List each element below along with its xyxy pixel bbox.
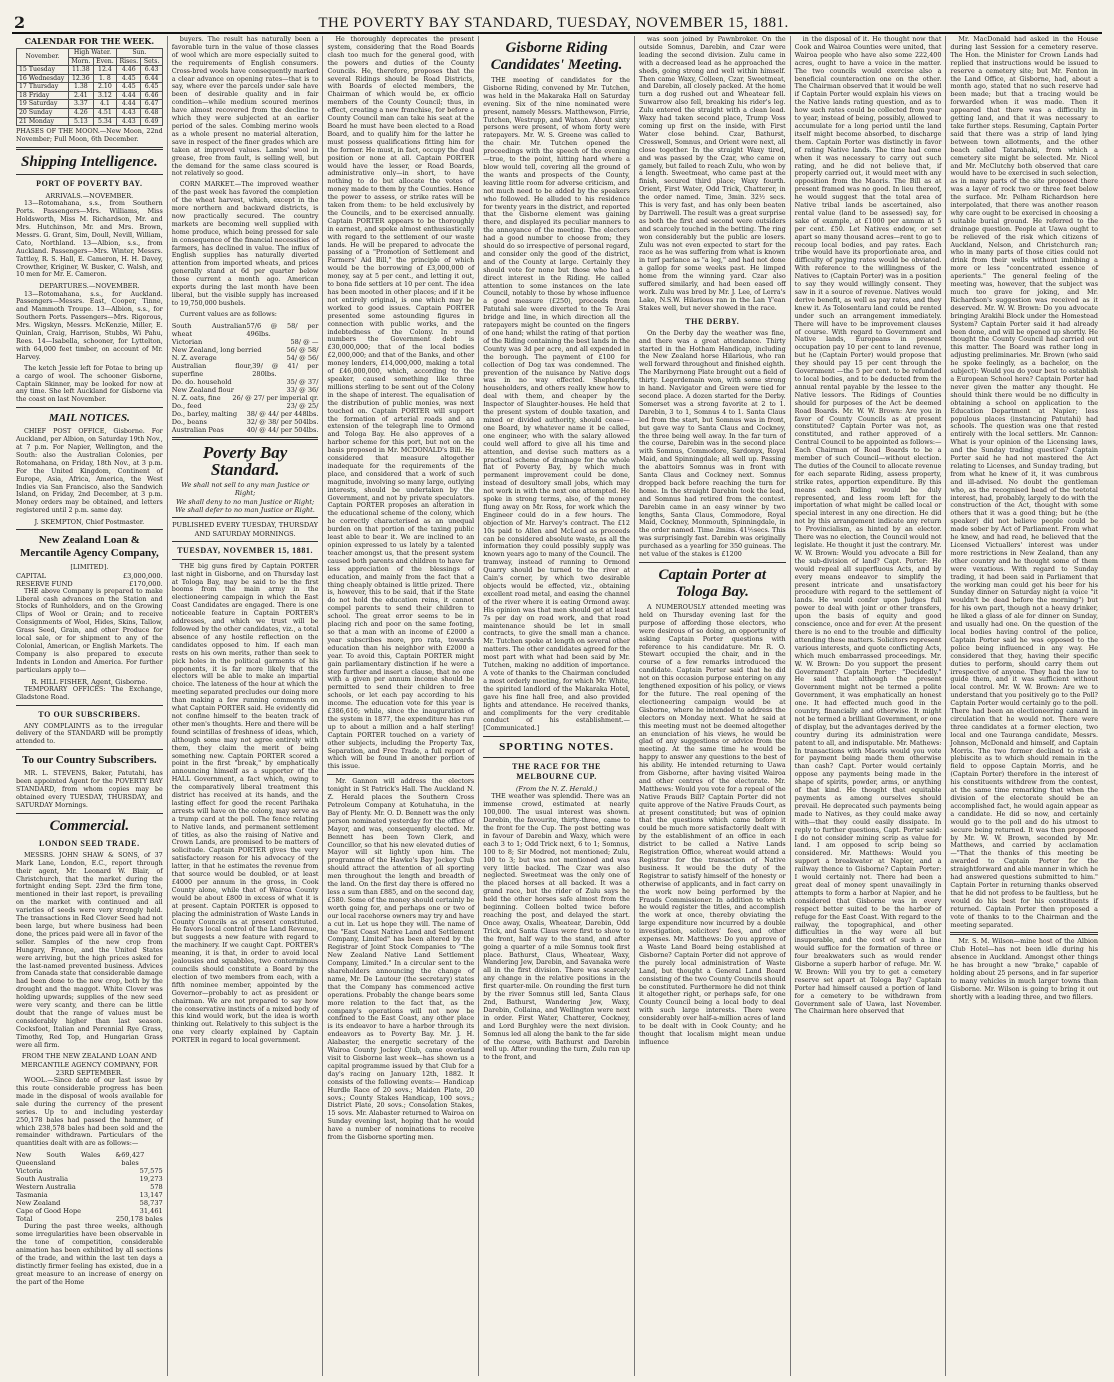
capital-row bbox=[16, 572, 163, 580]
wool-total-label: Total bbox=[16, 1215, 33, 1224]
subscribers-heading: TO OUR SUBSCRIBERS. bbox=[38, 709, 141, 719]
price-value: 33/ @ 36/ bbox=[286, 385, 319, 394]
calendar-cell: 3.37 bbox=[68, 100, 93, 109]
wool-row bbox=[16, 1151, 163, 1167]
calendar-table bbox=[16, 48, 163, 126]
price-value: 35/ @ 37/ bbox=[286, 377, 319, 386]
calendar-cell: 5.13 bbox=[68, 117, 93, 126]
price-value: 58/ @ — bbox=[290, 337, 319, 346]
reserve-value: £170,000. bbox=[129, 579, 163, 588]
columns bbox=[12, 36, 1102, 1376]
arrivals-text: 13—Rotomahana, s.s., from Southern Ports. Passengers—Mrs. Williams, Miss Holdsworth, Miss M. Richardson, Mr. and Mrs. Hutchinson, Mr. and Mrs. Brown, Messrs. G. Grant, Sim, Doull, Nevill, William, Cato, Northland. 13—Albion, s.s., from Auckland. Passengers—Mrs. Winter, Messrs. Tattley, R. S. Hall, E. Cameron, H. H. Davey, Crowther, Kriginer, W. Busker, C. Walsh, and 10 men for Mr. E. Cameron. bbox=[16, 199, 163, 279]
price-item: New Zealand, long berried bbox=[171, 345, 262, 354]
wool-region: Cape of Good Hope bbox=[16, 1207, 82, 1216]
price-value: 40/ @ 44/ per 504lbs. bbox=[246, 425, 319, 434]
motto-line: We shall deny to no man Justice or Right; bbox=[175, 497, 315, 506]
column-1 bbox=[12, 36, 168, 1376]
race-source: (From the N. Z. Herald.) bbox=[515, 785, 598, 794]
calendar-row bbox=[17, 66, 163, 75]
calendar-date: 19 bbox=[19, 100, 27, 108]
price-item: N. Z. average bbox=[171, 353, 217, 362]
calendar-cell: 4.44 bbox=[117, 100, 141, 109]
editorial-text: THE big guns fired by Captain PORTER last night in Gisborne, and on Thursday last at Tologa Bay, may be said to be the first booms from the main army in the electioneering campaign in which the East Coast Candidates are engaged. There is one noticeable feature in Captain PORTER's addresses, and which we trust will be followed by the other candidates, viz., a total absence of any hostile reflection on the candidates opposed to him. If each man rests on his own merits, rather than seek to pick holes in the political garments of his opponents, it is far more likely that the electors will be able to make an impartial choice. The lateness of the hour at which the meeting separated precludes our doing more than making a few running comments on what Captain PORTER said. He evidently did not confine himself to the beaten track of other men's thoughts. Here and there will be found scintillas of freshness of ideas, which, although some may not agree entirely with them, they claim the merit of being something new. Captain PORTER scored a point in the first "break," by emphatically announcing himself as a supporter of the HALL Government, a fact which, owing to the comparatively liberal treatment this district has received at its hands, and the lasting effect for good the recent Parihaka arrests will have on the colony, may serve as a trump card at the poll. The fence relating to Native lands, and permanent settlement of titles, as also the raising of Native and Crown Lands, are promised to be matters of solicitude. Captain PORTER gives the very satisfactory reason for his advocacy of the latter, in that he estimates the revenue from that source would be doubled, or at least £4000 per annum in the gross, in Cook County alone, while that of Wairoa County would be about £800 in excess of what it is at present. Captain PORTER is opposed to placing the administration of Waste Lands in County Councils as at present constituted. He favors local control of the Land Revenue, but suggests a new feature with regard to the machinery. If we caught Capt. PORTER's meaning, it is that, in order to avoid local jealousies and squabbles, two conterminous councils should constitute a Board by the election of two members from each, with a fifth nominee member, appointed by the Governor—probably to act as president or chairman. We are not prepared to say how the conservative instincts of a mixed body of this kind would work, but the idea is worth thinking out. Relatively to this subject is the one very clearly explained by Captain PORTER in regard to local government. bbox=[171, 561, 319, 1045]
calendar-date: 18 bbox=[19, 91, 27, 99]
riding-meeting-text: THE meeting of candidates for the Gisborne Riding, convened by Mr. Tutchen, was held in the Makaraka Hall on Saturday evening. Six of the nine nominated were present, namely Messrs. Matthewson, Firrie, Tutchen, Westrupp, and Watson. About sixty persons were present, of whom forty were ratepayers. Mr. W. S. Greene was called to the chair. Mr. Tutchen opened the proceedings with the speech of the evening—true, to the point, hitting hard where a blow would tell, covering all the ground of the wants and prospects of the County, leaving little room for adverse criticism, and not much need to be added by the speakers who followed. He alluded to his residence for twenty years in the district, and reported that the Gisborne element was gaining there, and displayed its peculiar manners to the annoyance of the meeting. The electors had a good number to choose from; they should do so irrespective of personal regard, and consider only the good of the district, and of the County at large. Certainly they should vote for none but those who had a direct interest in the Riding. He called attention to some instances on the late Council, notably to those by whose influence a good measure (£250), proceeds from Patutahi sale were diverted to the Te Arai bridge and line, in which direction all the ratepayers might be counted on the fingers of one hand; whilst the rating of that portion of the Riding containing the best lands in the County was 3d per acre, and all expended in the borough. The payment of £100 for collection of Dog tax was condemned. The prevention of the nuisance by Native dogs was in no way effected. Shepherds, householders, and others really knew how to deal with them, and cheaper by the Inspector of Slaughter-houses. He held that the present system of double taxation, and mixed or divided authority, should cease—one Board, by whatever name it be called, one engineer, who with the salary allowed could well afford to give all his time and attention, and devise such matters as a practical scheme of drainage for the whole flat of Poverty Bay, by which much permanent improvement could be done, instead of desultory small jobs, which may not work in with the next one attempted. He spoke in strong terms, also, of the money flung away on Mr. Ross, for work which the Engineer could do in a few hours. The objection of Mr. Harvey's contract. The £12 10s paid to Allen and McLeod as proceeds can be considered absolute waste, as all the information they could possibly supply was known years ago to many of the Council. The tramway, instead of running to Ormond Quarry should be turned to the river at Cain's corner, by which two desirable objects would be effected, viz., obtaining excellent road metal, and easing the channel of the river where it is eating Ormond away. His opinion was that men should get at least 7s per day on road work, and that road maintenance should be let in small contracts, to give the small man a chance. Mr. Tutchen spoke at length on several other matters. The other candidates agreed for the most part with what had been said by Mr. Tutchen, making no addition of importance. A vote of thanks to the Chairman concluded a most orderly meeting, for which Mr. White, the spirited landlord of the Makaraka Hotel, gave his fine hall free, and also provided lights and attendance. He received thanks, and compliments for the very creditable conduct of his establishment.—[Communicated.] bbox=[483, 76, 630, 733]
price-item: New Zealand flour bbox=[171, 385, 234, 394]
calendar-cell: 4.1 bbox=[93, 100, 116, 109]
price-value: 23/ @ 25/ bbox=[286, 401, 319, 410]
calendar-cell: 11.38 bbox=[68, 66, 93, 75]
calendar-cell: 4.45 bbox=[117, 74, 141, 83]
calendar-cell: 2.41 bbox=[68, 91, 93, 100]
wool-report-end: During the past three weeks, although some irregularities have been observable in the tone of competition, considerable animation has been exhibited by all sections of the trade, and within the last ten days a distinctly firmer feeling has existed, due in a great measure to an increase of energy on the part of the Home bbox=[16, 1222, 163, 1286]
calendar-row bbox=[17, 91, 163, 100]
calendar-cell: 1. 8 bbox=[93, 74, 116, 83]
price-row bbox=[172, 418, 319, 426]
prices-heading: Current values are as follows: bbox=[179, 309, 277, 318]
calendar-cell: 4.45 bbox=[117, 83, 141, 92]
calendar-cell: 6.45 bbox=[141, 83, 162, 92]
price-row bbox=[172, 402, 319, 410]
loan-company-limited: [LIMITED]. bbox=[70, 563, 109, 572]
calendar-cell: 4.43 bbox=[117, 117, 141, 126]
price-item: N. Z. oats, fine bbox=[171, 393, 221, 402]
calendar-row bbox=[17, 74, 163, 83]
reserve-label: RESERVE FUND bbox=[16, 579, 73, 588]
mail-text: CHIEF POST OFFICE, Gisborne. For Auckland, per Albion, on Saturday 19th Nov., at 7 p.m. For Napier, Wellington, and the South: also the Australian Colonies, per Rotomahana, on Friday, 18th Nov., at 3 p.m. For the United Kingdom, Continent of Europe, Asia, Africa, America, the West Indies via San Francisco, also the Sandwich Island, on Friday, 2nd December, at 3 p.m. Money orders may be obtained, and letters registered until 2 p.m. same day. bbox=[16, 427, 163, 515]
wool-report-text: WOOL.—Since date of our last issue by this route considerable progress has been made in the disposal of wools available for sale during the currency of the present series. Up to and including yesterday 250,178 bales had passed the hammer, of which 238,578 bales had been sold and the remainder withdrawn. Particulars of the quantities dealt with are as follows:— bbox=[16, 1076, 163, 1148]
loan-company-agent: R. HILL FISHER, Agent, Gisborne. bbox=[31, 677, 148, 686]
calendar-cell: 6.44 bbox=[141, 74, 162, 83]
calendar-weekday: Friday bbox=[28, 91, 50, 99]
calendar-weekday: Sunday bbox=[28, 109, 53, 117]
calendar-title: CALENDAR FOR THE WEEK. bbox=[24, 36, 155, 46]
column-4 bbox=[479, 36, 635, 1376]
price-row bbox=[172, 338, 319, 346]
price-value: 56/ @ 58/ bbox=[286, 345, 319, 354]
price-row bbox=[172, 410, 319, 418]
wool-row bbox=[16, 1175, 163, 1183]
calendar-cell: 4.26 bbox=[68, 109, 93, 118]
calendar-weekday: Monday bbox=[28, 117, 55, 125]
price-row bbox=[172, 346, 319, 354]
seed-trade-text: MESSRS. JOHN SHAW & SONS, of 37 Mark Lane, London, E.C., report through their agent, Mr. Leonard W. Blair, of Christchurch, that the market during the fortnight ending Sept. 23rd the firm tone, mentioned in their last report, is prevailing on the market with continued and all varieties of seeds were very strongly held. The transactions in Red Clover Seed had not been large, but where business had been done, the prices paid were all in favor of the seller. Samples of the new crop from Hungary, France, and the United States were arriving, but the high prices asked for the last-named prevented business. Advices from Canada state that considerable damage had been done to the new crop, both by the drought and the maggot. White Clover was holding upwards; supplies of the new seed were very scanty, and there can be little doubt that the range of values must be considerably higher than last season. Cocksfoot, Italian and Perennial Rye Grass, Timothy, Red Top, and Hungarian Grass were all firm. bbox=[16, 850, 163, 1049]
wool-bales: 19,273 bbox=[139, 1175, 163, 1184]
calendar-subheader: Sets. bbox=[141, 57, 162, 66]
shipping-heading: Shipping Intelligence. bbox=[21, 154, 158, 171]
calendar-day-cell bbox=[17, 74, 69, 83]
calendar-day-cell bbox=[17, 109, 69, 118]
editorial-continued: He thoroughly deprecates the present system, considering that the Road Boards clash too much for the general good, with the powers and duties of the County Councils. He, therefore, proposes that the several Ridings should be Road Districts, with Boards of elected members, the Chairman of which would be, ex officio members of the County Council; thus, in effect, creating a new franchise, for before a County Council man can take his seat at the Board he must have been elected to a Road Board, and to qualify him for the latter he must possess qualifications fitting him for the former. He must, in fact, occupy the dual position or none at all. Captain PORTER would have the lesser, or Road Boards, administrative only—in short, to have nothing to do but allocate the votes of money made to them by the Counties. Hence the power to assess, or strike rates will be taken from them: to be held exclusively by the Councils, and to be exercised annually. Captain PORTER appears to be thoroughly in earnest, and spoke almost enthusiastically with regard to the settlement of our waste lands. He will be prepared to advocate the passing of a "Promotion of Settlement and Farmers' Aid Bill," the principle of which would be the borrowing of £3,000,000 of money, say at 5 per cent., and letting it out, to bona fide settlers at 10 per cent. The idea has been mooted in other places; and if it be not entirely original, is one which may be worked to good issues. Captain PORTER presented some astounding figures in connection with public works, and the indebtedness of the Colony. In round numbers the Government debt is £30,000,000; that of the local bodies £2,000,000; and that of the Banks, and other money lenders, £14,000,000, making a total of £46,000,000, which, according to the speaker, caused something like three millions sterling to be sent out of the Colony in the shape of interest. The equalisation of the distribution of public monies, was next touched on. Captain PORTER will support the formation of arterial roads and an extension of the telegraph line to Ormond and Tologa Bay. He also approves of a harbor scheme for this port, but not on the basis proposed in Mr. MCDONALD's Bill. He considered that measure altogether inadequate for the requirements of the place, and considered that a work of such magnitude, involving so many large, outlying interests, should be undertaken by the Government, and not by private speculators. Captain PORTER proposes an alteration in the educational scheme of the colony, which he correctly characterised as an unequal burden on that portion of the taxing public least able to bear it. We are inclined to an opinion expressed to us lately by a talented teacher amongst us, that the present system caused both parents and children to have far less appreciation of the blessings of education, and mainly from the fact that a thing cheaply obtained is little prized. There is, however, this to be said, that if the State do not hold the education reins, it cannot compel parents to send their children to school. The great error seems to be in placing rich and poor on the same footing, so that a man with an income of £2000 a year subscribes more, pro rata, towards education than his neighbor with £2000 a year. To avoid this, Captain PORTER might gain parliamentary distinction if he were a step further and insert a clause, that no one with a given per annum income should be permitted to send their children to free schools, or let each pay according to his income. The education vote for this year is £386,616; while, since the inauguration of the system in 1877, the expenditure has run up to about a million and a half sterling! Captain PORTER touched on a variety of other subjects, including the Property Tax, Separation, and Free Trade, a full report of which will be found in another portion of this issue. bbox=[327, 36, 475, 771]
price-row bbox=[172, 378, 319, 386]
mottos bbox=[172, 481, 319, 515]
calendar-weekday: Thursday bbox=[28, 83, 59, 91]
price-item: Do. do. household bbox=[171, 377, 232, 386]
wool-region: New South Wales & Queensland bbox=[16, 1151, 122, 1168]
wool-bales: 69,427 bales bbox=[121, 1151, 145, 1168]
country-subscribers-heading: To our Country Subscribers. bbox=[22, 754, 157, 767]
capital-label: CAPITAL bbox=[16, 571, 47, 580]
calendar-date: 20 bbox=[19, 109, 27, 117]
price-table bbox=[172, 322, 319, 434]
calendar-row bbox=[17, 83, 163, 92]
motto-line: We shall defer to no man Justice or Right. bbox=[175, 505, 315, 514]
column-3 bbox=[323, 36, 479, 1376]
price-item: South Australian wheat bbox=[171, 321, 247, 338]
calendar-day-cell bbox=[17, 83, 69, 92]
calendar-cell: 6.49 bbox=[141, 117, 162, 126]
nameplate: Poverty Bay Standard. bbox=[202, 442, 288, 479]
running-title: THE POVERTY BAY STANDARD, TUESDAY, NOVEMBER 15, 1881. bbox=[318, 15, 789, 31]
wool-bales: 13,147 bbox=[139, 1191, 163, 1200]
wool-table bbox=[16, 1151, 163, 1215]
calendar-cell: 6.47 bbox=[141, 100, 162, 109]
calendar-weekday: Tuesday bbox=[28, 66, 55, 74]
mail-heading: MAIL NOTICES. bbox=[48, 412, 130, 425]
wool-row bbox=[16, 1167, 163, 1175]
wool-region: New Zealand bbox=[16, 1199, 61, 1208]
wool-region: Western Australia bbox=[16, 1183, 76, 1192]
price-item: Do., barley, malting bbox=[171, 409, 238, 418]
wool-continued: buyers. The result has naturally been a favorable turn in the value of those classes of wool which are more especially suited to the requirements of English consumers. Cross-bred wools have consequently marked a clear advance on opening rates—that is to say, where ever the parcels under sale have been of desirable quality and in fair condition—while medium scoured merinos have almost recovered from the decline to which they were subjected at an earlier period of the sales. Combing merino wools as a whole present no material alteration, save in respect of the finer grades which are taken at improved values. Lambs' wool in grease, free from fault, is selling well, but the demand for the same class scoured is not relatively so good. bbox=[171, 36, 319, 178]
mail-signature: J. SKEMPTON, Chief Postmaster. bbox=[34, 518, 145, 527]
subscribers-text: ANY COMPLAINTS as to the irregular delivery of the STANDARD will be promptly attended to. bbox=[16, 721, 163, 746]
wool-report-heading: FROM THE NEW ZEALAND LOAN AND MERCANTILE AGENCY COMPANY, FOR 23RD SEPTEMBER. bbox=[21, 1052, 158, 1077]
calendar-cell: 4.44 bbox=[117, 91, 141, 100]
wool-row bbox=[16, 1199, 163, 1207]
calendar-weekday: Saturday bbox=[28, 100, 58, 108]
calendar-header-sun: Sun. bbox=[117, 48, 163, 57]
price-value: 57/6 @ 58/ per 496lbs. bbox=[246, 321, 319, 338]
riding-meeting-heading: Gisborne Riding Candidates' Meeting. bbox=[490, 40, 623, 73]
price-value: 38/ @ 44/ per 448lbs. bbox=[246, 409, 319, 418]
column-2 bbox=[168, 36, 324, 1376]
wool-row bbox=[16, 1191, 163, 1199]
wool-row bbox=[16, 1183, 163, 1191]
price-value: 26/ @ 27/ per imperial qr. bbox=[232, 393, 319, 402]
calendar-day-cell bbox=[17, 117, 69, 126]
corn-market: CORN MARKET.—The improved weather of the past week has favored the completion of the wheat harvest, which, except in the more northern and backward districts, is now practically secured. The country markets are becoming well supplied with home produce, which being pressed for sale in consequence of the financial necessities of farmers, has declined in value. The influx of English supplies has naturally diverted attention from imported wheats, and prices generally stand at 6d per quarter below those current a month ago. American exports during the last month have been liberal, but the visible supply has increased to 19,750,000 bushels. bbox=[171, 180, 319, 307]
page-number: 2 bbox=[14, 13, 26, 32]
calendar-cell: 3.12 bbox=[93, 91, 116, 100]
price-row bbox=[172, 386, 319, 394]
calendar-cell: 12.36 bbox=[68, 74, 93, 83]
commercial-heading: Commercial. bbox=[49, 817, 130, 834]
calendar-cell: 12.4 bbox=[93, 66, 116, 75]
seed-trade-heading: LONDON SEED TRADE. bbox=[39, 838, 140, 848]
calendar-weekday: Wednesday bbox=[28, 74, 65, 82]
derby-text: On the Derby day the weather was fine, and there was a great attendance. Thirty started in the Hotham Handicap, including the New Zealand horse Hilarious, who ran well forward throughout and finished eighth. The Maribyrnong Plate brought out a field of thirty. Legerdemain won, with some strong in hand. Navigator and Green were tied for second place. A dozen started for the Derby. Somerset was a strong favorite at 2 to 1. Darebin, 3 to 1, Somnus 4 to 1. Santa Claus led from the start, but Somnus was in front, but gave way to Santa Claus and Cockney, the three being well away. In the far turn of the course, Darebin was in the second place with Somnus, Commodore, Sardonyx, Royal Maid, and Spinningdale; all well up. Passing the abattoirs Somnus was in front with Santa Claus and Cockney next. Somnus dropped back before reaching the turn for home. In the straight Darebin took the lead, and Somnus had retired from the contest. Darebin came in an easy winner by two lengths, Santa Claus, Commodore, Royal Maid, Cockney, Monmouth, Spinningdale, in the order named. Time 2mins. 41½secs. This was surprisingly fast. Darebin was originally purchased as a yearling for 350 guineas. The net value of the stakes is £1200 bbox=[638, 328, 786, 559]
calendar-cell: 6.43 bbox=[141, 66, 162, 75]
calendar-cell: 1.38 bbox=[68, 83, 93, 92]
price-row bbox=[172, 322, 319, 338]
calendar-header-water: High Water. bbox=[68, 48, 116, 57]
calendar-cell: 6.48 bbox=[141, 109, 162, 118]
departures-heading: DEPARTURES.—NOVEMBER. bbox=[39, 282, 140, 291]
tologa-text: A NUMEROUSLY attended meeting was held on Thursday evening last for the purpose of affording those electors, who were desirous of so doing, an opportunity of asking Captain Porter questions with reference to his candidature. Mr. R. O. Stewart occupied the chair, and in the course of a few remarks introduced the candidate. Captain Porter said that he did not on this occasion purpose entering on any lengthened exposition of his policy, or views for the future. The real opening of the electioneering campaign would be at Gisborne, where he intended to address the electors on Monday next. What he said at this meeting must not be deemed altogether an enunciation of his views, he would be glad of any suggestions or advice from the meeting. At the same time he would be happy to answer any questions to the best of his ability. He intended returning to Uawa from Gisborne, after having visited Wairoa and other centres of the electorate. Mr. Matthews: Would you vote for a repeal of the Native Frauds Bill? Captain Porter did not quite approve of the Native Frauds Court, as at present constituted; but was of opinion that the questions which came before it could be much more satisfactorily dealt with by the establishment of an office in each district to be called a Native Lands Registration Office, whereat would attend a Registrar for the transaction of Native business. It would be the duty of the Registrar to satisfy himself of the honesty or otherwise of applicants, and in fact carry on the work now being performed by the Frauds Commissioner. In addition to which he would register the titles, and accomplish the work at once, thereby obviating the large expenditure now incurred by a double investigation, solicitors' fees, and other expenses. Mr. Matthews: Do you approve of a Waste Land Board being established at Gisborne? Captain Porter did not approve of the purely local administration of Waste Land, but thought a General Land Board consisting of the two County Councils should be constituted. Furthermore he did not think it altogether right, or perhaps safe, for one County Council being a local body to deal with such large interests. There were considerably over half-a-million acres of land to be dealt with in Cook County; and he thought that localism might mean undue influence bbox=[638, 603, 786, 1046]
calendar-cell: 4.51 bbox=[93, 109, 116, 118]
departures-text: 13—Rotomahana, s.s., for Auckland. Passengers—Messrs. East, Cooper, Tinne, and Mammoth Troupe. 13—Albion, s.s., for Southern Ports. Passengers—Mrs. Rigorous, Mrs. Wigskyn, Messrs. McKenzie, Miller, E. Quinlan, Craig, Harrison, Stubbs, Wi Pahu, Rees. 14—Isabella, schooner, for Lyttelton, with 64,000 feet timber, on account of Mr. Harvey. bbox=[16, 289, 163, 361]
wool-region: South Australia bbox=[16, 1175, 68, 1184]
wool-bales: 58,737 bbox=[139, 1199, 163, 1208]
moon-phases: PHASES OF THE MOON.—New Moon, 22nd November; Full Moon, 6th December. bbox=[16, 127, 163, 144]
price-row bbox=[172, 394, 319, 402]
calendar-date: 16 bbox=[19, 74, 27, 82]
calendar-header-month: November. bbox=[17, 48, 69, 65]
tologa-heading: Captain Porter at Tologa Bay. bbox=[658, 567, 767, 600]
calendar-day-cell bbox=[17, 91, 69, 100]
calendar-cell: 6.46 bbox=[141, 91, 162, 100]
price-item: Do., feed bbox=[171, 401, 202, 410]
calendar-subheader: Morn. bbox=[68, 57, 93, 66]
motto-line: We shall not sell to any man Justice or Right; bbox=[181, 480, 309, 498]
wool-bales: 57,575 bbox=[139, 1167, 163, 1176]
price-row bbox=[172, 354, 319, 362]
price-value: 32/ @ 38/ per 504lbs. bbox=[246, 417, 319, 426]
arrivals-heading: ARRIVALS.—NOVEMBER. bbox=[45, 192, 134, 201]
race-continued: was soon joined by Pawnbroker. On the outside Somnus, Darebin, and Czar were leading the second division. Zulu came in with a decreased lead as he approached the sheds, going strong and well within himself. Then came Waxy, Colleen, Czar, Sweetmeat, and Darebin, all closely packed. At the home turn a dog rushed out and Wheatear fell. Suwarrow also fell, breaking his rider's leg. Zulu entered the straight with a clean lead. Waxy had taken second place, Trump Voss coming up first on the inside, with First Water close behind. Czar, Bathurst, Cresswell, Somnus, and Orient were next, all close together. In the straight Waxy tired, and was passed by the Czar, who came on gamely, but failed to reach Zulu, who won by a length. Sweetmeat, who came past at the finish, secured third place; Waxy fourth. Orient, First Water, Odd Trick, Chatterer, in the order named. Time, 3min. 32½ secs. This is very fast, and has only been beaten by Darriwell. The result was a great surprise as both the first and second were outsiders and scarcely touched in the betting. The ring won considerably but the public are losers. Zulu was not even expected to start for the race as he was suffering from what is known in turf parlance as "a leg," and had not done a gallop for some weeks past. He limped home from the winning yard. Czar also suffered similarly, and had been eased off work. Zulu was bred by Mr. J. Lee, of Lerra's Lake, N.S.W. Hilarious ran in the Lan Y'ean Stakes well, but never showed in the race. bbox=[638, 36, 786, 312]
wool-region: Victoria bbox=[16, 1167, 43, 1176]
calendar-subheader: Rises. bbox=[117, 57, 141, 66]
calendar-row bbox=[17, 117, 163, 126]
price-row bbox=[172, 362, 319, 378]
tologa-concluded: Mr. MacDonald had asked in the House during last Session for a cemetery reserve. The Hon. the Minister for Crown Lands had replied that instructions would be issued to reserve a cemetery site; but Mr. Fenton in the Land Office, at Gisborne, had, about a month ago, stated that no such reserve had been made; but that a tracing would be forwarded when it was made. Then it appeared that there was a difficulty in getting land, and that it was necessary to take further steps. Resuming, Captain Porter said that there was a strip of land lying between town allotments, and the other beach called Tatarahaki, from which a cemetery site might be selected. Mr. Nicol and Mr. McClutchy both observed that care would have to be exercised in such selection, as in many parts of the site proposed there was a layer of rock two or three feet below the surface. Mr. Pelham Richardson here interpolated, that there was another reason why care ought to be exercised in choosing a suitable burial ground. He referred to the drainage question. People at Uawa ought to be relieved of the risk which citizens of Auckland, Nelson, and Christchurch ran; who in many parts of those cities could not drink from their wells without imbibing a more or less "concentrated essence of aperients." The general feeling of the meeting was, however, that the subject was much too grave for joking, and Mr. Richardson's suggestion was received as it deserved. Mr. W. W. Brown: Do you advocate bringing Arakihi Block under the Homestead System? Captain Porter said it had already been done, and will be opened up shortly. He thought the County Council had carried out this matter. The Board was rather long in adjusting preliminaries. Mr. Brown (who said he spoke feelingly, as a bachelor, on the subject): Would you do your best to establish a European School here? Captain Porter had never given the matter any thought. He should think there would be no difficulty in obtaining a school on application to the Education Department at Napier; less populous places (instancing Patutahi) had schools. The question was one that rested entirely with the local settlers. Mr. Cannon: What is your opinion of the Licensing laws, and the Sunday trading question? Captain Porter said he had not mastered the Act relating to Licenses, and Sunday trading, but from what he knew of it, it was cumbrous and ill-advised. No doubt the gentleman who, as the recognised head of the teetotal interest, had, probably, largely to do with the construction of the Act, thought with some others that it was a good thing; but he (the speaker) did not believe people could be made sober by Act of Parliament. From what he knew, and had read, he believed that the Licensed Victuallers' interest was under more restrictions in New Zealand, than any other country and he thought some of them were vexatious. With regard to Sunday trading, it had been said in Parliament that the working man could get his beer for his Sunday dinner on Saturday night (a voice "it wouldn't be dead before the morning") but for his own part, though not a heavy drinker, he liked a glass of ale for dinner on Sunday, and usually had one. On the question of the local bodies having control of the police, Captain Porter said he was opposed to the police being influenced in any way. He considered that they, having their specific duties to perform, should carry them out irrespective of anyone. They had the law to guide them, and it was sufficient without local control. Mr. W. W. Brown: Are we to understand that you positively go to the Poll? Captain Porter would certainly go to the poll. There had been an electioneering canard in circulation that he would not. There were three candidates at a former election, two local and one Tauranga candidate, Messrs. Johnson, McDonald and himself, and Captain Morris. The two former declined to risk a plebiscite as to which should remain in the field to oppose Captain Morris, and he (Captain Porter) therefore in the interest of his constituents withdrew from the contest, at the same time remarking that when the division of the electorate should be an accomplished fact, he would again appear as a candidate. He did so now, and certainly would go to the poll and do his utmost to secure being returned. It was then proposed by Mr. W. W. Brown, seconded by Mr. Matthews, and carried by acclamation—"That the thanks of this meeting be awarded to Captain Porter for the straightforward and able manner in which he had answered questions submitted to him." Captain Porter in returning thanks observed that he did not profess to be faultless, but he would do his best for his constituents if returned. Captain Porter then proposed a vote of thanks to to the Chairman and the meeting separated. bbox=[950, 36, 1098, 929]
wool-region: Tasmania bbox=[16, 1191, 48, 1200]
loan-company-heading: New Zealand Loan & Mercantile Agency Company, bbox=[19, 534, 159, 560]
column-7 bbox=[946, 36, 1102, 1376]
price-item: Victorian bbox=[171, 337, 203, 346]
calendar-date: 21 bbox=[19, 117, 27, 125]
calendar-cell: 4.46 bbox=[117, 66, 141, 75]
calendar-cell: 4.43 bbox=[117, 109, 141, 118]
albion-hotel-note: Mr. S. M. Wilson—mine host of the Albion Club Hotel—has not been idle during his absence in Auckland. Amongst other things he has brought a new "brake," capable of holding about 25 persons, and in far superior to many vehicles in much larger towns than Gisborne. Mr. Wilson is going to bring it out shortly with a leading three, and two fillers. bbox=[950, 937, 1098, 1001]
country-subscribers-text: MR. L. STEVENS, Baker, Patutahi, has been appointed Agent for the POVERTY BAY STANDARD, from whom copies may be obtained every TUESDAY, THURSDAY, and SATURDAY Mornings. bbox=[16, 769, 163, 809]
column-5 bbox=[635, 36, 791, 1376]
melbourne-cup-text: THE weather was splendid. There was an immense crowd, estimated at nearly 100,000. The usual interest was shown. Darebin, the favourite, thirty-three, came to the front for the Cup. The post betting was in favour of Darebin and Waxy, which were each 3 to 1; Odd Trick next, 6 to 1; Somnus, 100 to 8; Sir Modred, not mentioned; Zulu, 100 to 3; but was not mentioned and was very little backed. The Czar was also neglected. Sweetmeat was the only one of the placed horses at all backed. It was a grand race, but the rider of Zulu says he held the other horses safe almost from the beginning. Colleen bolted twice before reaching the post, and delayed the start. Once away, Oxalis, Wheatear, Darebin, Odd Trick, and Santa Claus were first to show to the front, half way to the stand, and after going a quarter of a mile Somnus took first place. Bathurst, Claus, Wheatear, Waxy, Wandering Jew, Darebin, and Savanaka were all in the first division. There was scarcely any change in the relative positions in the first quarter-mile. On rounding the first turn by the river Somnus still led, Santa Claus 2nd, Bathurst, Wandering Jew, Waxy, Darebin, Collaina, and Wellington were next in order. First Water, Chatterer, Cockney, and Lord Burghley were the next division. Somnus led all along the bank to the far side of the course, with Bathurst and Darebin well up. After rounding the turn, Zulu ran up to the front, and bbox=[483, 792, 630, 1062]
wool-total-value: 250,178 bales bbox=[115, 1215, 163, 1224]
wool-row bbox=[16, 1207, 163, 1215]
price-value: 54/ @ 56/ bbox=[286, 353, 319, 362]
calendar-date: 17 bbox=[19, 83, 27, 91]
derby-heading: THE DERBY. bbox=[685, 316, 740, 326]
calendar-row bbox=[17, 100, 163, 109]
temporary-offices: TEMPORARY OFFICES: The Exchange, Gladstone Road. bbox=[16, 684, 163, 701]
calendar-subheader: Even. bbox=[93, 57, 116, 66]
port-heading: PORT OF POVERTY BAY. bbox=[36, 179, 143, 189]
dateline: TUESDAY, NOVEMBER 15, 1881. bbox=[177, 545, 314, 555]
column-6 bbox=[791, 36, 947, 1376]
loan-company-text: THE above Company is prepared to make Liberal cash advances on the Station and Stocks of Runholders, and on the Growing Clips of Wool or Grain; and to receive Consignments of Wool, Hides, Skins, Tallow, Grass Seed, Grain, and other Produce for local sale, or for shipment to any of the Colonial, American, or English Markets. The Company is also prepared to execute Indents in London and America. For further particulars apply to— bbox=[16, 586, 163, 674]
capital-value: £3,000,000. bbox=[122, 571, 163, 580]
price-item: Australian flour, superfine bbox=[171, 361, 253, 378]
calendar-day-cell bbox=[17, 100, 69, 109]
sporting-heading: SPORTING NOTES. bbox=[499, 741, 614, 754]
page-header bbox=[12, 4, 1102, 34]
wool-bales: 578 bbox=[150, 1183, 163, 1192]
shipping-notes: The ketch Jessie left for Potae to bring up a cargo of wool. The schooner Gisborne, Captain Skinner, may be looked for now at any time. She left Auckland for Gisborne via the coast on last November. bbox=[16, 363, 163, 404]
calendar-date: 15 bbox=[19, 66, 27, 74]
calendar-cell: 2.10 bbox=[93, 83, 116, 92]
price-row bbox=[172, 426, 319, 434]
tologa-continued: in the disposal of it. He thought now that Cook and Wairoa Counties were united, that Wairoa people who have also some 222,400 acres, ought to have a voice in the matter. The two councils would exercise also a beneficial counteraction one on the other. The Chairman observed that it would be well if Captain Porter would explain his views on the Native lands rating question, and as to how such rates could be collected from year to year, instead of being, possibly, allowed to accumulate for a long period until the land itself might become absorbed, to discharge them. Captain Porter was distinctly in favor of rating Native lands. The time had come when it was necessary to carry out such rating, and he did not believe that, if properly carried out, it would meet with any opposition from the Maoris. The Bill as at present framed was no good. In lieu thereof, he would suggest that the total area of Native tribal lands be ascertained, also rental value (land to be assessed) say, for sake of example, at £1000 per annum at 5 per cent. £50. Let Natives endow, or set apart so many thousand acres—rent to go to recoup local bodies, and pay rates. Each tribe would have its proportionate area, and difficulty of paying rates would be obviated. With reference to the willingness of the Natives to (Captain Porter) was in a position to say they would willingly consent. They saw in it a source of revenue. Natives would derive benefit, as well as pay rates, and they knew it. As Tolosentaru land could be rented under such an arrangement immediately. There will have to be improvement clauses of course. With regard to Government and Native lands, Europeans in present occupation pay 10 per cent to land revenue, but he (Captain Porter) would propose that they should pay 15 per cent through the Government —the 5 per cent. to be refunded to local bodies, and to be deducted from the annual rental payable by the lessee to the Native lessors. The Ridings of Counties should for purposes of the Act be deemed Road Boards. Mr. W. W. Brown: Are you in favor of County Councils as at present constituted? Captain Porter was not, as constituted, and rather approved of a Central Council to be appointed as follows:—Each Chairman of Road Boards to be a member of such Council—without election. The duties of the Council to allocate revenue for each separate Riding, assess property, strike rates, apportion expenditure. By this means each Riding would be duly represented, and less room left for the importation of what might be called local or special interest in any one direction. He did not by this arrangement indicate any return to Provincialism, as hinted by an elector. There was no election, the Council would not legislate. He thought it just the contrary. Mr. W. W. Brown: Would you advocate a Bill for the sub-division of land? Capt. Porter: He would repeal all superfluous Acts, and by every means endeavor to simplify the present intricate and unsatisfactory procedure with regard to the settlement of lands. He would confer upon Judges full power to deal with joint or other transfers, upon the basis of equity and good conscience, once and for ever. At the present there is no end to the trouble and difficulty attending these matters. Solicitors represent various interests, and quote conflicting Acts, which much embarrassed proceedings. Mr. W. W. Brown: Do you support the present Government? Captain Porter: "Decidedly." He said that although the present Government might not be termed a polite Government, it was emphatically an honest one. It had effected much good in the country, financially and otherwise. It might not be termed a brilliant Government, or one of display, but the advantages derived by the country during its administration were patent to all, and indisputable. Mr. Mathews: In transactions with Maoris would you vote for payment being made them otherwise than cash? Capt. Porter would certainly oppose any payments being made in the shape of spirits, powder, arms, or anything of that kind. He thought that equitable payments as among ourselves should prevail. He deprecated such payments being made to Natives, as they could make away with—that they could easily dissipate. In reply to further questions, Capt. Porter said: I do not consider mining scrip as value for land. I am opposed to scrip being so considered. Mr. Matthews: Would you support a breakwater at Napier, and a railway thence to Gisborne? Captain Porter: I would certainly not. There had been a great deal of money spent unavailingly in attempts to form a harbor at Napier, and he considered that Gisborne was in every respect better suited to be the harbor of refuge for the East Coast. With regard to the railway, the topographical, and other difficulties in the way were all but insuperable, and the cost of such a line would suffice for the formation of three or four breakwaters such as would render Gisborne a superb harbor of refuge. Mr. W. W. Brown: Will you try to get a cemetery reserve set apart at Tologa Bay? Captain Porter had himself caused a portion of land for a cemetery to be withdrawn from Government sale of Uawa, last November. The Chairman here observed that bbox=[794, 36, 942, 1016]
calendar-cell: 5.34 bbox=[93, 117, 116, 126]
wool-bales: 31,461 bbox=[139, 1207, 163, 1216]
price-item: Do., beans bbox=[171, 417, 207, 426]
price-value: 39/ @ 41/ per 280lbs. bbox=[252, 361, 319, 378]
local-notes: Mr. Gannon will address the electors tonight in St Patrick's Hall. The Auckland N. Z. Herald places the Southern Cross Petroleum Company at Kotuhatuha, in the Bay of Plenty. Mr. O. D. Bennett was the only person nominated yesterday for the office of Mayor, and was, consequently elected. Mr. Bennett has been Town Clerk, and Councillor, so that his new elevated duties of Mayor will sit lightly upon him. The programme of the Hawke's Bay Jockey Club should attract the attention of all sporting men throughout the length and breadth of the land. On the first day there is offered no less a sum than £885, and on the second day, £580. Some of the money should certainly be worth going for, and perhaps one or two of our local racehorse owners may try and have a cut in. Let us hope they will. The name of the "East Coast Native Land and Settlement Company, Limited" has been altered by the Registrar of Joint Stock Companies to "The New Zealand Native Land Settlement Company, Limited." In a circular sent to the shareholders announcing the change of name, Mr. De Lautour (the secretary) states that the Company has commenced active operations. Probably the change bears some more relation to the fact that, as the company's operations will not now be confined to the East Coast, any other place is its endeavor to have a harbor through its endeavors as to Poverty Bay. Mr. J. H. Alabaster, the energetic secretary of the Wairoa County Jockey Club, came overland visit to Gisborne last week—has shown us a capital programme issued by that Club for a day's racing on January 12th, 1882. It consists of the following events:— Handicap Hurdle Race of 20 sovs.; Maiden Plate, 20 sovs.; County Stakes Handicap, 100 sovs.; District Plate, 20 sovs.; Consolation Stakes, 15 sovs. Mr. Alabaster returned to Wairoa on Sunday evening last, hoping that he would have a number of nominations to receive from the Gisborne sporting men. bbox=[327, 777, 475, 1142]
calendar-row bbox=[17, 109, 163, 118]
price-item: Australian Peas bbox=[171, 425, 224, 434]
melbourne-cup-heading: THE RACE FOR THE MELBOURNE CUP. bbox=[512, 762, 601, 782]
calendar-day-cell bbox=[17, 66, 69, 75]
publication-schedule: PUBLISHED EVERY TUESDAY, THURSDAY AND SATURDAY MORNINGS. bbox=[172, 521, 319, 538]
calendar-body bbox=[17, 66, 163, 126]
